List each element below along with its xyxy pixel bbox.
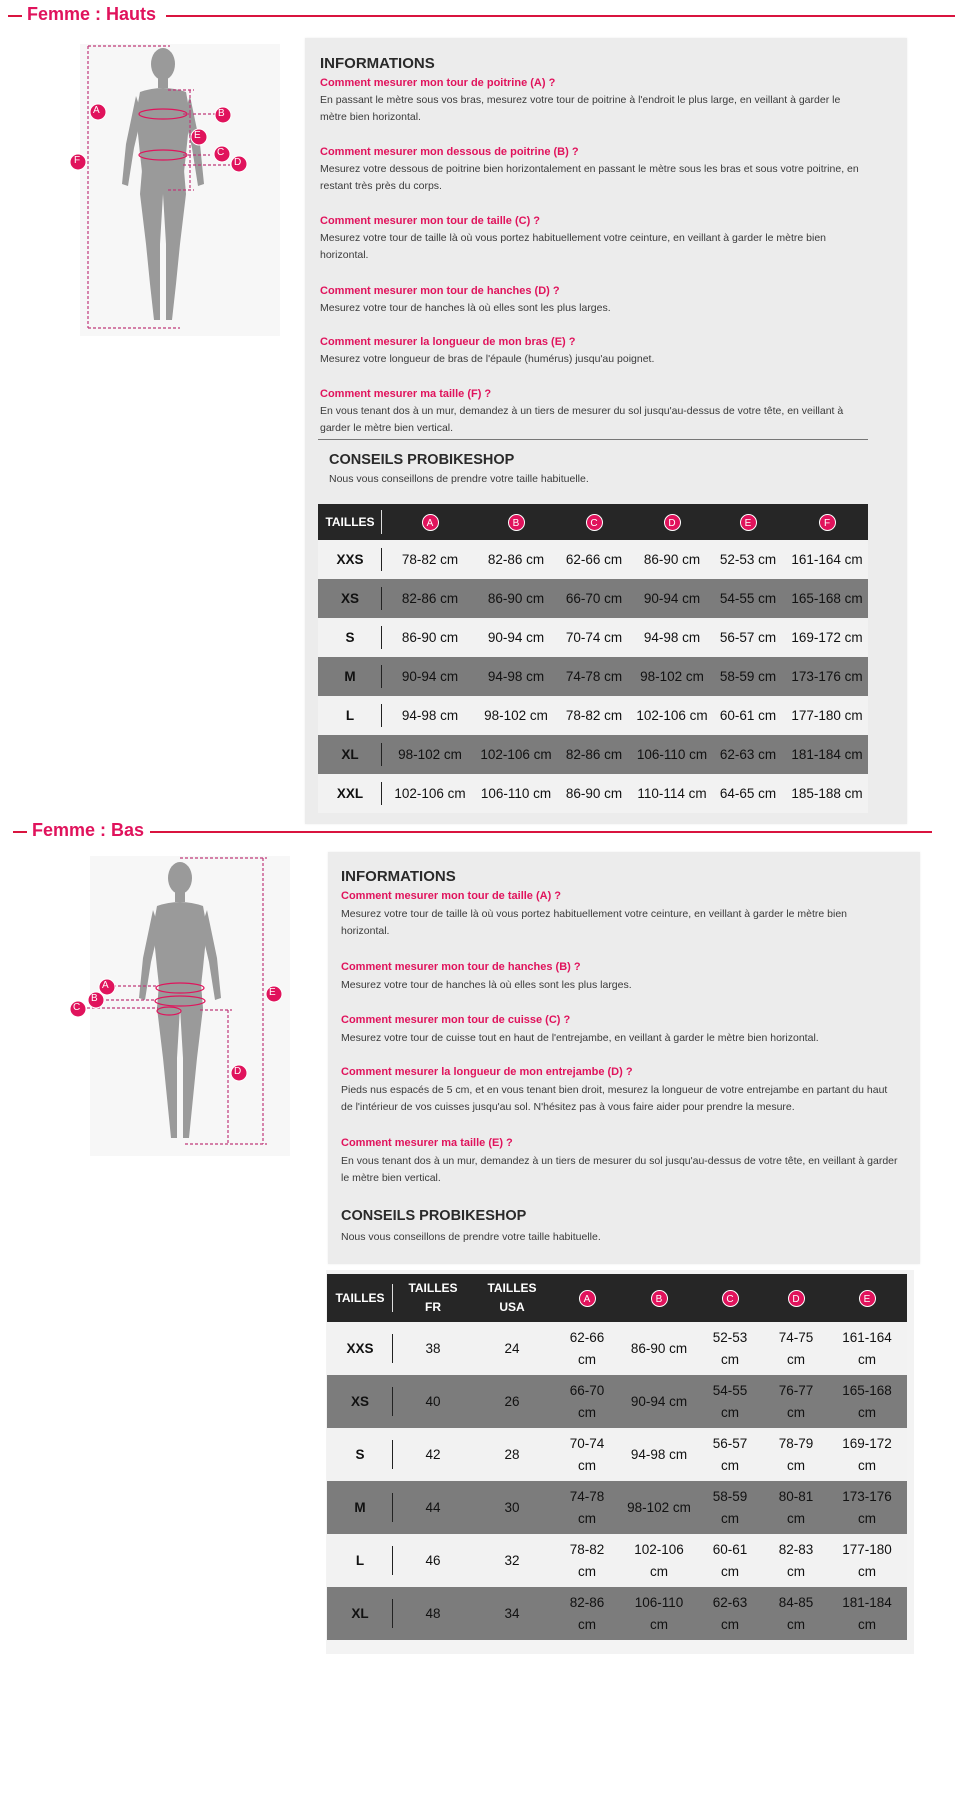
table-cell: 173-176 cm	[786, 657, 868, 696]
table-cell: 34	[473, 1587, 551, 1640]
table-cell: 98-102 cm	[382, 735, 478, 774]
table-cell: 181-184 cm	[786, 735, 868, 774]
table-row	[318, 579, 868, 618]
bottoms-header-fr: TAILLES FR	[393, 1274, 473, 1322]
tops-header-d: D	[634, 504, 710, 540]
table-cell: 74-75 cm	[765, 1322, 827, 1375]
tops-answer-f: En vous tenant dos à un mur, demandez à un tiers de mesurer du sol jusqu'au-dessus de votre tête, en veillant à garder le mètre bien vertical.	[320, 405, 844, 434]
tops-figure-letter-e: E	[194, 130, 201, 141]
table-cell: 86-90 cm	[634, 540, 710, 579]
tops-header-tailles: TAILLES	[318, 504, 382, 540]
bottoms-question-b: Comment mesurer mon tour de hanches (B) ?	[341, 961, 581, 973]
table-cell: 106-110 cm	[623, 1587, 695, 1640]
table-cell: 62-63 cm	[695, 1587, 765, 1640]
table-cell: 90-94 cm	[634, 579, 710, 618]
bottoms-tips-title: CONSEILS PROBIKESHOP	[341, 1208, 527, 1224]
table-cell: 48	[393, 1587, 473, 1640]
tops-size-label: XS	[318, 579, 382, 618]
tops-figure-letter-f: F	[74, 155, 81, 166]
table-cell: 110-114 cm	[634, 774, 710, 813]
table-cell: 82-86 cm	[382, 579, 478, 618]
table-cell: 66-70 cm	[554, 579, 634, 618]
tops-tips-title: CONSEILS PROBIKESHOP	[329, 452, 515, 468]
table-cell: 78-82 cm	[551, 1534, 623, 1587]
table-cell: 90-94 cm	[478, 618, 554, 657]
bottoms-header-a: A	[551, 1274, 623, 1322]
bottoms-question-a: Comment mesurer mon tour de taille (A) ?	[341, 890, 562, 902]
tops-section-header	[0, 4, 959, 28]
table-row	[327, 1481, 907, 1534]
bottoms-size-label: L	[327, 1534, 393, 1587]
table-cell: 161-164 cm	[827, 1322, 907, 1375]
tops-header-e: E	[710, 504, 786, 540]
table-cell: 86-90 cm	[623, 1322, 695, 1375]
tops-question-c: Comment mesurer mon tour de taille (C) ?	[320, 215, 541, 227]
table-cell: 181-184 cm	[827, 1587, 907, 1640]
table-cell: 185-188 cm	[786, 774, 868, 813]
tops-question-b: Comment mesurer mon dessous de poitrine (B) ?	[320, 146, 579, 158]
bottoms-table-header	[327, 1274, 907, 1322]
table-cell: 24	[473, 1322, 551, 1375]
tops-header-f: F	[786, 504, 868, 540]
table-cell: 90-94 cm	[623, 1375, 695, 1428]
tops-size-table	[318, 504, 868, 813]
bottoms-answer-c: Mesurez votre tour de cuisse tout en haut de l'entrejambe, en veillant à garder le mètre bien horizontal.	[341, 1032, 819, 1044]
table-cell: 161-164 cm	[786, 540, 868, 579]
bottoms-question-d: Comment mesurer la longueur de mon entrejambe (D) ?	[341, 1066, 633, 1078]
table-row	[327, 1375, 907, 1428]
table-cell: 74-78 cm	[554, 657, 634, 696]
bottoms-info-title: INFORMATIONS	[341, 868, 456, 885]
tops-size-label: XXL	[318, 774, 382, 813]
table-cell: 58-59 cm	[695, 1481, 765, 1534]
bottoms-section-title: Femme : Bas	[32, 820, 145, 840]
table-cell: 86-90 cm	[478, 579, 554, 618]
tops-size-label: L	[318, 696, 382, 735]
table-cell: 86-90 cm	[382, 618, 478, 657]
table-cell: 78-79 cm	[765, 1428, 827, 1481]
tops-header-b: B	[478, 504, 554, 540]
table-cell: 64-65 cm	[710, 774, 786, 813]
table-cell: 165-168 cm	[827, 1375, 907, 1428]
table-cell: 102-106 cm	[478, 735, 554, 774]
bottoms-answer-e: En vous tenant dos à un mur, demandez à un tiers de mesurer du sol jusqu'au-dessus de votre tête, en veillant à garder le mètre bien vertical.	[341, 1155, 898, 1184]
bottoms-answer-d: Pieds nus espacés de 5 cm, et en vous tenant bien droit, mesurez la longueur de votre entrejambe en partant du haut de l'intérieur de vos cuisses jusqu'au sol. N'hésitez pas à vous faire aider pour prendre la mesure.	[341, 1084, 888, 1113]
table-cell: 70-74 cm	[551, 1428, 623, 1481]
table-cell: 42	[393, 1428, 473, 1481]
tops-divider	[318, 439, 868, 440]
bottoms-size-table	[327, 1274, 907, 1640]
table-cell: 70-74 cm	[554, 618, 634, 657]
table-cell: 62-66 cm	[551, 1322, 623, 1375]
tops-header-c: C	[554, 504, 634, 540]
table-cell: 169-172 cm	[786, 618, 868, 657]
table-cell: 62-63 cm	[710, 735, 786, 774]
table-cell: 177-180 cm	[827, 1534, 907, 1587]
tops-tips-text: Nous vous conseillons de prendre votre taille habituelle.	[329, 473, 589, 485]
table-cell: 173-176 cm	[827, 1481, 907, 1534]
tops-answer-b: Mesurez votre dessous de poitrine bien horizontalement en passant le mètre sous les bras et sous votre poitrine, en restant très près du corps.	[320, 163, 859, 192]
table-row	[318, 735, 868, 774]
bottoms-header-tailles: TAILLES	[327, 1274, 393, 1322]
tops-size-label: M	[318, 657, 382, 696]
tops-answer-d: Mesurez votre tour de hanches là où elles sont les plus larges.	[320, 302, 611, 314]
table-cell: 56-57 cm	[710, 618, 786, 657]
tops-figure-letter-c: C	[217, 147, 225, 158]
table-cell: 102-106 cm	[623, 1534, 695, 1587]
tops-rule-right	[166, 15, 955, 17]
table-cell: 54-55 cm	[695, 1375, 765, 1428]
bottoms-rule-left	[13, 831, 27, 833]
table-cell: 62-66 cm	[554, 540, 634, 579]
table-cell: 66-70 cm	[551, 1375, 623, 1428]
table-cell: 40	[393, 1375, 473, 1428]
tops-figure-letter-d: D	[234, 157, 242, 168]
table-cell: 106-110 cm	[634, 735, 710, 774]
table-cell: 98-102 cm	[634, 657, 710, 696]
bottoms-header-c: C	[695, 1274, 765, 1322]
tops-answer-e: Mesurez votre longueur de bras de l'épaule (humérus) jusqu'au poignet.	[320, 353, 655, 365]
table-cell: 165-168 cm	[786, 579, 868, 618]
bottoms-size-label: S	[327, 1428, 393, 1481]
tops-section-title: Femme : Hauts	[27, 4, 157, 24]
bottoms-figure-letter-e: E	[269, 987, 276, 998]
tops-question-f: Comment mesurer ma taille (F) ?	[320, 388, 492, 400]
tops-body-figure	[70, 44, 290, 336]
bottoms-header-b: B	[623, 1274, 695, 1322]
bottoms-header-e: E	[827, 1274, 907, 1322]
bottoms-question-e: Comment mesurer ma taille (E) ?	[341, 1137, 513, 1149]
tops-question-d: Comment mesurer mon tour de hanches (D) ?	[320, 285, 560, 297]
table-cell: 102-106 cm	[634, 696, 710, 735]
tops-figure-letter-a: A	[93, 105, 100, 116]
bottoms-header-d: D	[765, 1274, 827, 1322]
bottoms-figure-letter-c: C	[73, 1002, 81, 1013]
table-cell: 94-98 cm	[382, 696, 478, 735]
tops-question-a: Comment mesurer mon tour de poitrine (A) ?	[320, 77, 556, 89]
bottoms-figure-letter-a: A	[102, 980, 109, 991]
tops-rule-left	[8, 15, 22, 17]
table-cell: 60-61 cm	[710, 696, 786, 735]
bottoms-figure-letter-d: D	[234, 1066, 242, 1077]
bottoms-body-figure	[60, 856, 290, 1156]
table-cell: 28	[473, 1428, 551, 1481]
tops-question-e: Comment mesurer la longueur de mon bras (E) ?	[320, 336, 576, 348]
bottoms-figure-letter-b: B	[91, 993, 98, 1004]
bottoms-size-label: XL	[327, 1587, 393, 1640]
table-row	[327, 1322, 907, 1375]
tops-answer-a: En passant le mètre sous vos bras, mesurez votre tour de poitrine à l'endroit le plus large, en veillant à garder le mètre bien horizontal.	[320, 94, 841, 123]
table-cell: 98-102 cm	[478, 696, 554, 735]
table-cell: 56-57 cm	[695, 1428, 765, 1481]
table-cell: 78-82 cm	[382, 540, 478, 579]
table-cell: 76-77 cm	[765, 1375, 827, 1428]
tops-figure-letter-b: B	[218, 108, 225, 119]
table-cell: 30	[473, 1481, 551, 1534]
table-cell: 82-86 cm	[478, 540, 554, 579]
table-cell: 90-94 cm	[382, 657, 478, 696]
bottoms-size-label: M	[327, 1481, 393, 1534]
bottoms-rule-right	[150, 831, 932, 833]
table-cell: 169-172 cm	[827, 1428, 907, 1481]
table-cell: 26	[473, 1375, 551, 1428]
table-cell: 177-180 cm	[786, 696, 868, 735]
table-row	[327, 1428, 907, 1481]
table-cell: 82-86 cm	[554, 735, 634, 774]
table-cell: 32	[473, 1534, 551, 1587]
tops-header-a: A	[382, 504, 478, 540]
table-cell: 106-110 cm	[478, 774, 554, 813]
table-row	[318, 657, 868, 696]
table-row	[327, 1587, 907, 1640]
table-cell: 86-90 cm	[554, 774, 634, 813]
table-cell: 60-61 cm	[695, 1534, 765, 1587]
tops-size-label: S	[318, 618, 382, 657]
table-cell: 46	[393, 1534, 473, 1587]
tops-answer-c: Mesurez votre tour de taille là où vous portez habituellement votre ceinture, en veillant à garder le mètre bien horizontal.	[320, 232, 827, 261]
bottoms-question-c: Comment mesurer mon tour de cuisse (C) ?	[341, 1014, 571, 1026]
table-row	[318, 540, 868, 579]
table-cell: 44	[393, 1481, 473, 1534]
table-cell: 80-81 cm	[765, 1481, 827, 1534]
bottoms-answer-b: Mesurez votre tour de hanches là où elles sont les plus larges.	[341, 979, 632, 991]
table-row	[318, 774, 868, 813]
table-cell: 82-86 cm	[551, 1587, 623, 1640]
table-cell: 58-59 cm	[710, 657, 786, 696]
tops-info-title: INFORMATIONS	[320, 55, 435, 72]
table-cell: 54-55 cm	[710, 579, 786, 618]
tops-table-header	[318, 504, 868, 540]
table-cell: 78-82 cm	[554, 696, 634, 735]
table-cell: 98-102 cm	[623, 1481, 695, 1534]
table-cell: 52-53 cm	[710, 540, 786, 579]
bottoms-answer-a: Mesurez votre tour de taille là où vous portez habituellement votre ceinture, en veillant à garder le mètre bien horizontal.	[341, 908, 848, 937]
table-row	[327, 1534, 907, 1587]
bottoms-header-usa: TAILLES USA	[473, 1274, 551, 1322]
table-row	[318, 696, 868, 735]
table-cell: 74-78 cm	[551, 1481, 623, 1534]
table-row	[318, 618, 868, 657]
table-cell: 84-85 cm	[765, 1587, 827, 1640]
bottoms-section-header	[0, 820, 959, 844]
tops-size-label: XXS	[318, 540, 382, 579]
tops-size-label: XL	[318, 735, 382, 774]
bottoms-size-label: XS	[327, 1375, 393, 1428]
table-cell: 82-83 cm	[765, 1534, 827, 1587]
table-cell: 94-98 cm	[478, 657, 554, 696]
table-cell: 102-106 cm	[382, 774, 478, 813]
table-cell: 94-98 cm	[623, 1428, 695, 1481]
table-cell: 38	[393, 1322, 473, 1375]
table-cell: 94-98 cm	[634, 618, 710, 657]
bottoms-size-label: XXS	[327, 1322, 393, 1375]
bottoms-tips-text: Nous vous conseillons de prendre votre taille habituelle.	[341, 1231, 601, 1243]
table-cell: 52-53 cm	[695, 1322, 765, 1375]
